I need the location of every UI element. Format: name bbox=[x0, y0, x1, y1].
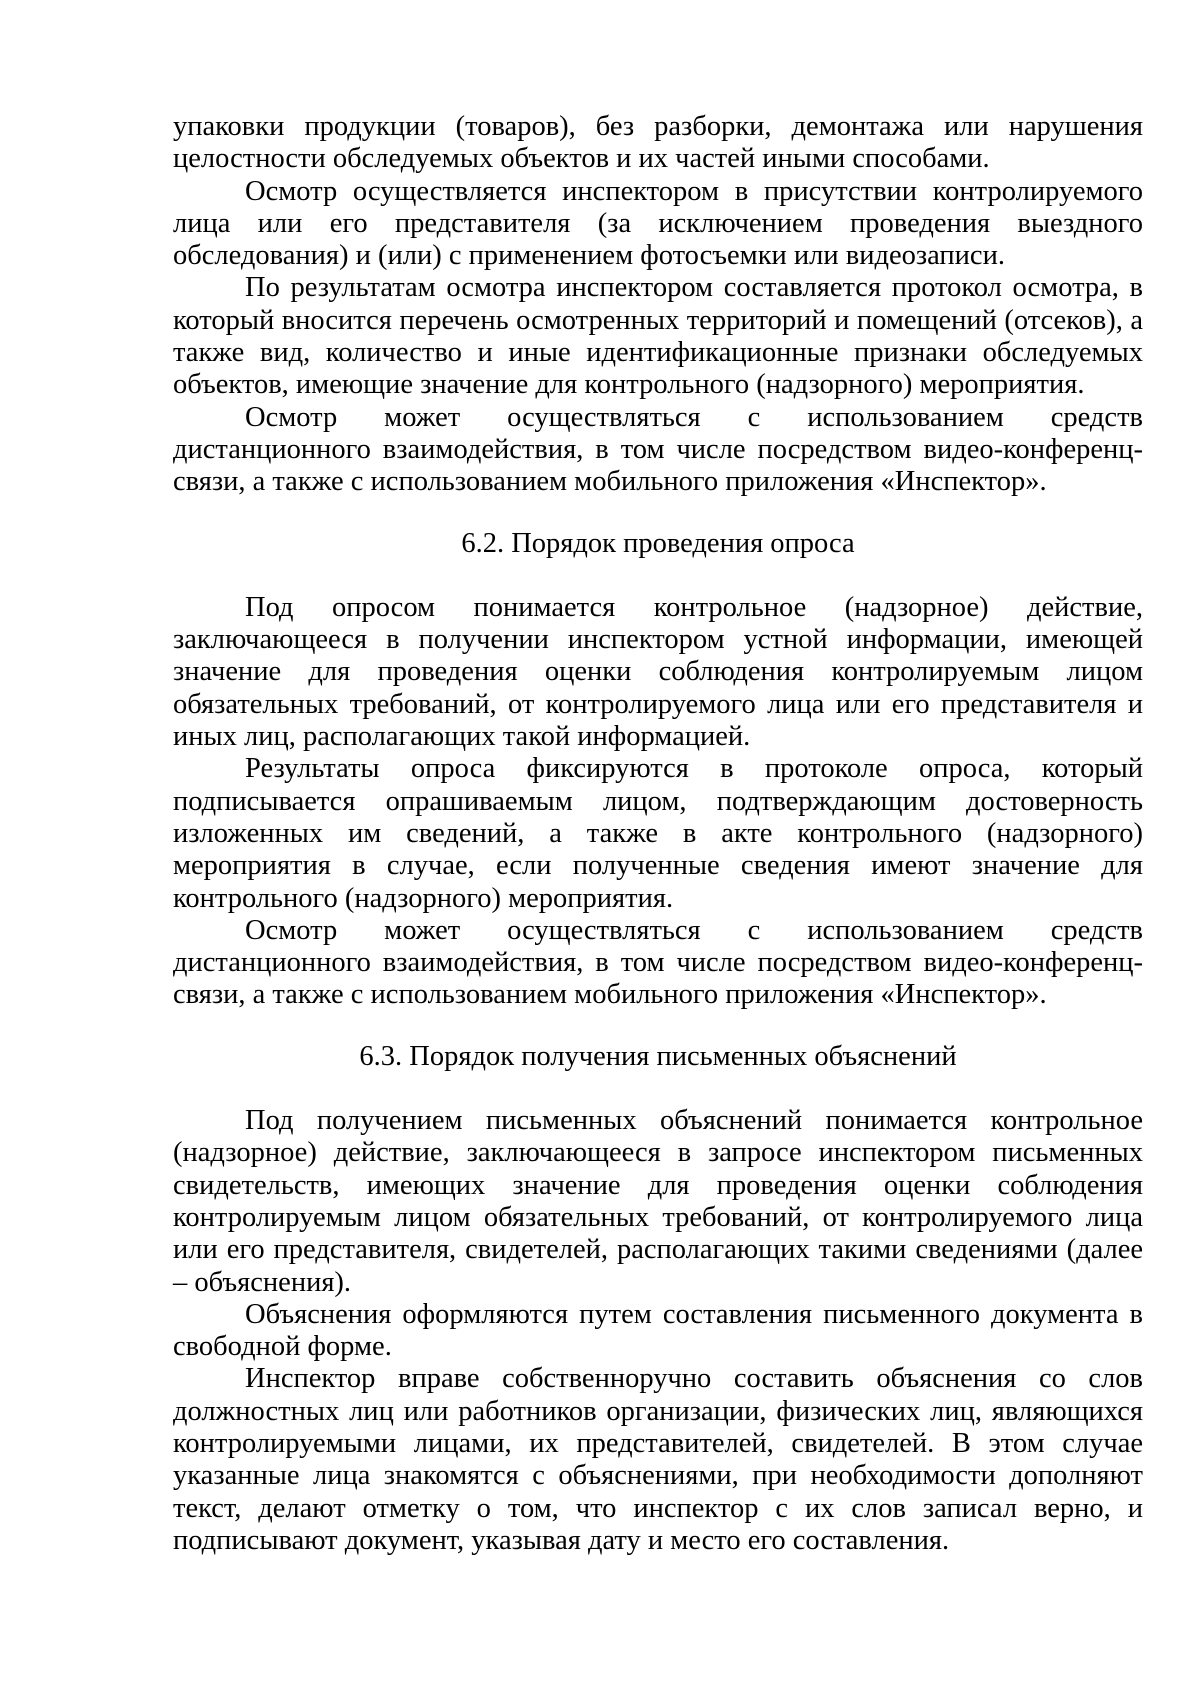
spacer bbox=[173, 560, 1143, 592]
paragraph-explanations-definition: Под получением письменных объяснений понимается контрольное (надзорное) действие, заключающееся в запросе инспектором письменных свидетельств, имеющих значение для проведения оценки соблюдения контролируемым лицом обязательных требований, от контролируемого лица или его представителя, свидетелей, располагающих такими сведениями (далее – объяснения). bbox=[173, 1105, 1143, 1298]
spacer bbox=[173, 1073, 1143, 1105]
paragraph-continuation: упаковки продукции (товаров), без разборки, демонтажа или нарушения целостности обследуемых объектов и их частей иными способами. bbox=[173, 111, 1143, 175]
spacer bbox=[173, 499, 1143, 528]
paragraph-explanations-form: Объяснения оформляются путем составления письменного документа в свободной форме. bbox=[173, 1298, 1143, 1363]
paragraph-survey-results: Результаты опроса фиксируются в протоколе опроса, который подписывается опрашиваемым лицом, подтверждающим достоверность изложенных им сведений, а также в акте контрольного (надзорного) мероприятия в случае, если полученные сведения имеют значение для контрольного (надзорного) мероприятия. bbox=[173, 753, 1143, 914]
paragraph-inspection-protocol: По результатам осмотра инспектором составляется протокол осмотра, в который вносится перечень осмотренных территорий и помещений (отсеков), а также вид, количество и иные идентификационные признаки обследуемых объектов, имеющие значение для контрольного (надзорного) мероприятия. bbox=[173, 272, 1143, 401]
paragraph-survey-remote: Осмотр может осуществляться с использованием средств дистанционного взаимодействия, в том числе посредством видео-конференц-связи, а также с использованием мобильного приложения «Инспектор». bbox=[173, 914, 1143, 1011]
paragraph-explanations-inspector: Инспектор вправе собственноручно составить объяснения со слов должностных лиц или работников организации, физических лиц, являющихся контролируемыми лицами, их представителей, свидетелей. В этом случае указанные лица знакомятся с объяснениями, при необходимости дополняют текст, делают отметку о том, что инспектор с их слов записал верно, и подписывают документ, указывая дату и место его составления. bbox=[173, 1363, 1143, 1556]
section-heading-6-2: 6.2. Порядок проведения опроса bbox=[461, 527, 855, 559]
spacer bbox=[173, 1012, 1143, 1041]
paragraph-inspection-presence: Осмотр осуществляется инспектором в присутствии контролируемого лица или его представителя (за исключением проведения выездного обследования) и (или) с применением фотосъемки или видеозаписи. bbox=[173, 175, 1143, 272]
paragraph-survey-definition: Под опросом понимается контрольное (надзорное) действие, заключающееся в получении инспектором устной информации, имеющей значение для проведения оценки соблюдения контролируемым лицом обязательных требований, от контролируемого лица или его представителя и иных лиц, располагающих такой информацией. bbox=[173, 591, 1143, 753]
section-heading-6-3: 6.3. Порядок получения письменных объяснений bbox=[359, 1040, 957, 1072]
document-page bbox=[173, 111, 1143, 1557]
paragraph-inspection-remote: Осмотр может осуществляться с использованием средств дистанционного взаимодействия, в том числе посредством видео-конференц-связи, а также с использованием мобильного приложения «Инспектор». bbox=[173, 401, 1143, 498]
